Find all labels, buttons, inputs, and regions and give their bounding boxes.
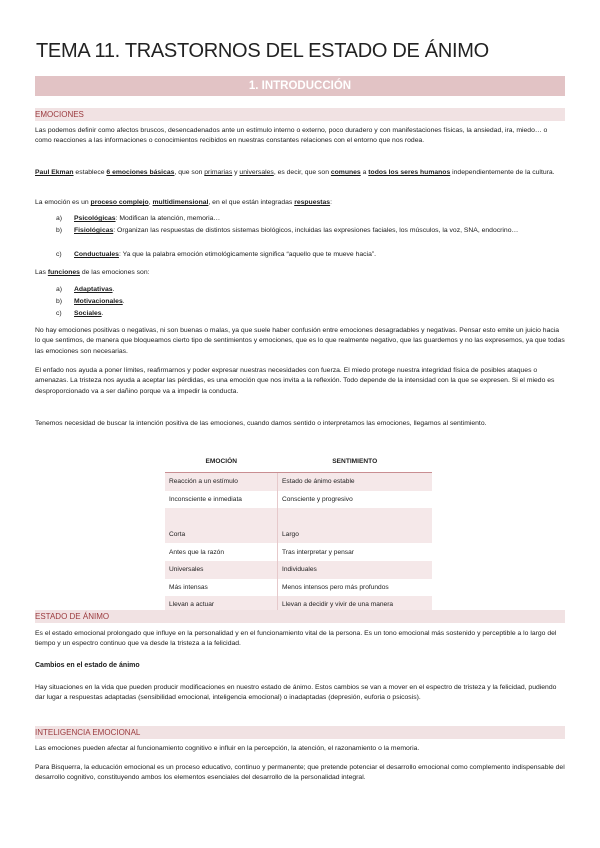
table-row — [165, 508, 432, 526]
table-cell: Más intensas — [165, 579, 278, 597]
emociones-heading: EMOCIONES — [35, 108, 565, 121]
list-text — [74, 309, 564, 319]
text-run: Conductuales — [74, 251, 119, 258]
table-cell: Universales — [165, 561, 278, 579]
estado-paragraph: Es el estado emocional prolongado que influye en la personalidad y en el funcionamiento vital de la persona. Es un tono emocional más sostenido y perceptible a lo largo del tiempo y un espectro continuo que va desde la tristeza a la felicidad. — [35, 630, 557, 648]
table-row — [165, 491, 432, 509]
list-text — [74, 297, 564, 307]
text-run: primarias — [204, 169, 233, 176]
list-label: a) — [56, 286, 63, 293]
enfado-paragraph: El enfado nos ayuda a poner límites, reafirmarnos y poder expresar nuestras necesidades con fuerza. El miedo protege nuestra integridad física de posibles ataques o amenazas. La tristeza nos ayuda a aceptar las pérdidas, es una emoción que nos invita a la reflexión. Todo depende de la intensidad con la que se expresen. Si el miedo es desproporcionado va a ser dañino porque va a impedir la conducta. — [35, 367, 555, 395]
table-cell: Estado de ánimo estable — [278, 473, 433, 491]
text-run: Las — [35, 269, 48, 276]
table-cell: Individuales — [278, 561, 433, 579]
table-cell — [278, 508, 433, 526]
text-run: Adaptativas — [74, 286, 113, 293]
text-run: . — [112, 286, 115, 293]
table-cell — [165, 508, 278, 526]
cambios-paragraph: Hay situaciones en la vida que pueden producir modificaciones en nuestro estado de ánimo. Estos cambios se van a mover en el espectro de tristeza y la felicidad, pudiendo dar lugar a respuestas adaptadas (sensibilidad emocional, inteligencia emocional) o inadaptadas (depresión, euforia o psicosis). — [35, 684, 557, 702]
no-hay-paragraph: No hay emociones positivas o negativas, ni son buenas o malas, ya que suele haber confusión entre emociones desagradables y negativas. Pensar esto emite un juicio hacia lo que sentimos, de manera que bloqueamos cierto tipo de sentimientos y emociones, que es lo que realmente negativo, que las guardemos y no las expresemos, ya que todas las emociones son necesarias. — [35, 327, 565, 355]
text-run: 6 emociones básicas — [106, 169, 175, 176]
list-text — [74, 226, 564, 236]
table-cell: Corta — [165, 526, 278, 544]
table-cell: Llevan a actuar — [165, 596, 278, 614]
emociones-intro: Las podemos definir como afectos bruscos, desencadenados ante un estímulo interno o externo, poco duradero y con manifestaciones físicas, la ansiedad, ira, miedo… o como reacciones a las informaciones o conocimientos recibidos en nuestras constantes relaciones con el entorno que nos rodea. — [35, 127, 548, 145]
table-row — [165, 579, 432, 597]
text-run: funciones — [47, 269, 80, 276]
text-run: : Modifican la atención, memoria… — [115, 215, 221, 222]
list-label: b) — [56, 298, 63, 305]
table-header-row — [165, 451, 432, 473]
list-label: b) — [56, 227, 63, 234]
funciones-intro — [35, 268, 565, 278]
list-label: c) — [56, 251, 62, 258]
table-cell: Inconsciente e inmediata — [165, 491, 278, 509]
list-text — [74, 250, 564, 260]
table-cell: Tras interpretar y pensar — [282, 548, 354, 556]
table-row — [165, 543, 432, 561]
table-cell: Menos intensos pero más profundos — [282, 583, 389, 591]
text-run: todos los seres humanos — [368, 169, 451, 176]
text-run: respuestas — [294, 199, 331, 206]
text-run: , que son — [174, 169, 205, 176]
table-cell: Reacción a un estímulo — [165, 473, 278, 491]
inteligencia-paragraph-2: Para Bisquerra, la educación emocional es un proceso educativo, continuo y permanente; que pretende potenciar el desarrollo emocional como complemento indispensable del desarrollo cognitivo, constituyendo ambos los elementos esenciales del desarrollo de la personalidad integral. — [35, 764, 565, 782]
list-label: a) — [56, 215, 63, 222]
text-run: Psicológicas — [74, 215, 116, 222]
text-run: , en el que están integradas — [208, 199, 295, 206]
tenemos-paragraph: Tenemos necesidad de buscar la intención positiva de las emociones, cuando damos sentido o interpretamos las emociones, llegamos al sentimiento. — [35, 420, 487, 427]
text-run: Motivacionales — [74, 298, 123, 305]
table-cell: Llevan a decidir y vivir de una manera — [278, 596, 433, 614]
emocion-sentimiento-table — [165, 451, 432, 614]
table-row — [165, 561, 432, 579]
table-cell: Consciente y progresivo — [282, 495, 353, 503]
list-label: c) — [56, 310, 62, 317]
text-run: multidimensional — [152, 199, 209, 206]
cambios-title: Cambios en el estado de ánimo — [35, 662, 140, 669]
list-text — [74, 285, 564, 295]
text-run: . — [122, 298, 125, 305]
table-row — [165, 526, 432, 544]
text-run: . — [101, 310, 104, 317]
list-text — [74, 214, 564, 224]
text-run: : — [330, 199, 332, 206]
table-header: SENTIMIENTO — [278, 451, 433, 473]
text-run: comunes — [330, 169, 361, 176]
text-run: de las emociones son: — [79, 269, 150, 276]
text-run: proceso complejo — [90, 199, 149, 206]
text-run: establece — [73, 169, 107, 176]
table-cell: Largo — [278, 526, 433, 544]
table-cell: Antes que la razón — [165, 543, 278, 561]
estado-heading: ESTADO DE ÁNIMO — [35, 610, 565, 623]
ekman-author: Paul Ekman — [35, 169, 74, 176]
table-row — [165, 473, 432, 491]
ekman-paragraph — [35, 168, 565, 178]
text-run: y — [232, 169, 240, 176]
page-title: TEMA 11. TRASTORNOS DEL ESTADO DE ÁNIMO — [36, 40, 489, 62]
text-run: universales — [239, 169, 274, 176]
table-header: EMOCIÓN — [165, 451, 278, 473]
text-run: independientemente de la cultura. — [450, 169, 555, 176]
text-run: Fisiológicas — [74, 227, 114, 234]
text-run: , es decir, que son — [273, 169, 331, 176]
text-run: : Ya que la palabra emoción etimológicamente significa “aquello que te mueve hacia”. — [118, 251, 377, 258]
text-run: : Organizan las respuestas de distintos sistemas biológicos, incluidas las expresiones faciales, los músculos, la voz, SNA, endocrino… — [113, 227, 519, 234]
inteligencia-heading: INTELIGENCIA EMOCIONAL — [35, 726, 565, 739]
inteligencia-paragraph-1: Las emociones pueden afectar al funcionamiento cognitivo e influir en la percepción, la atención, el razonamiento o la memoria. — [35, 745, 420, 752]
proceso-paragraph — [35, 198, 565, 208]
text-run: Sociales — [74, 310, 102, 317]
text-run: a — [360, 169, 369, 176]
text-run: , — [148, 199, 153, 206]
text-run: La emoción es un — [35, 199, 91, 206]
section-banner: 1. INTRODUCCIÓN — [35, 76, 565, 96]
